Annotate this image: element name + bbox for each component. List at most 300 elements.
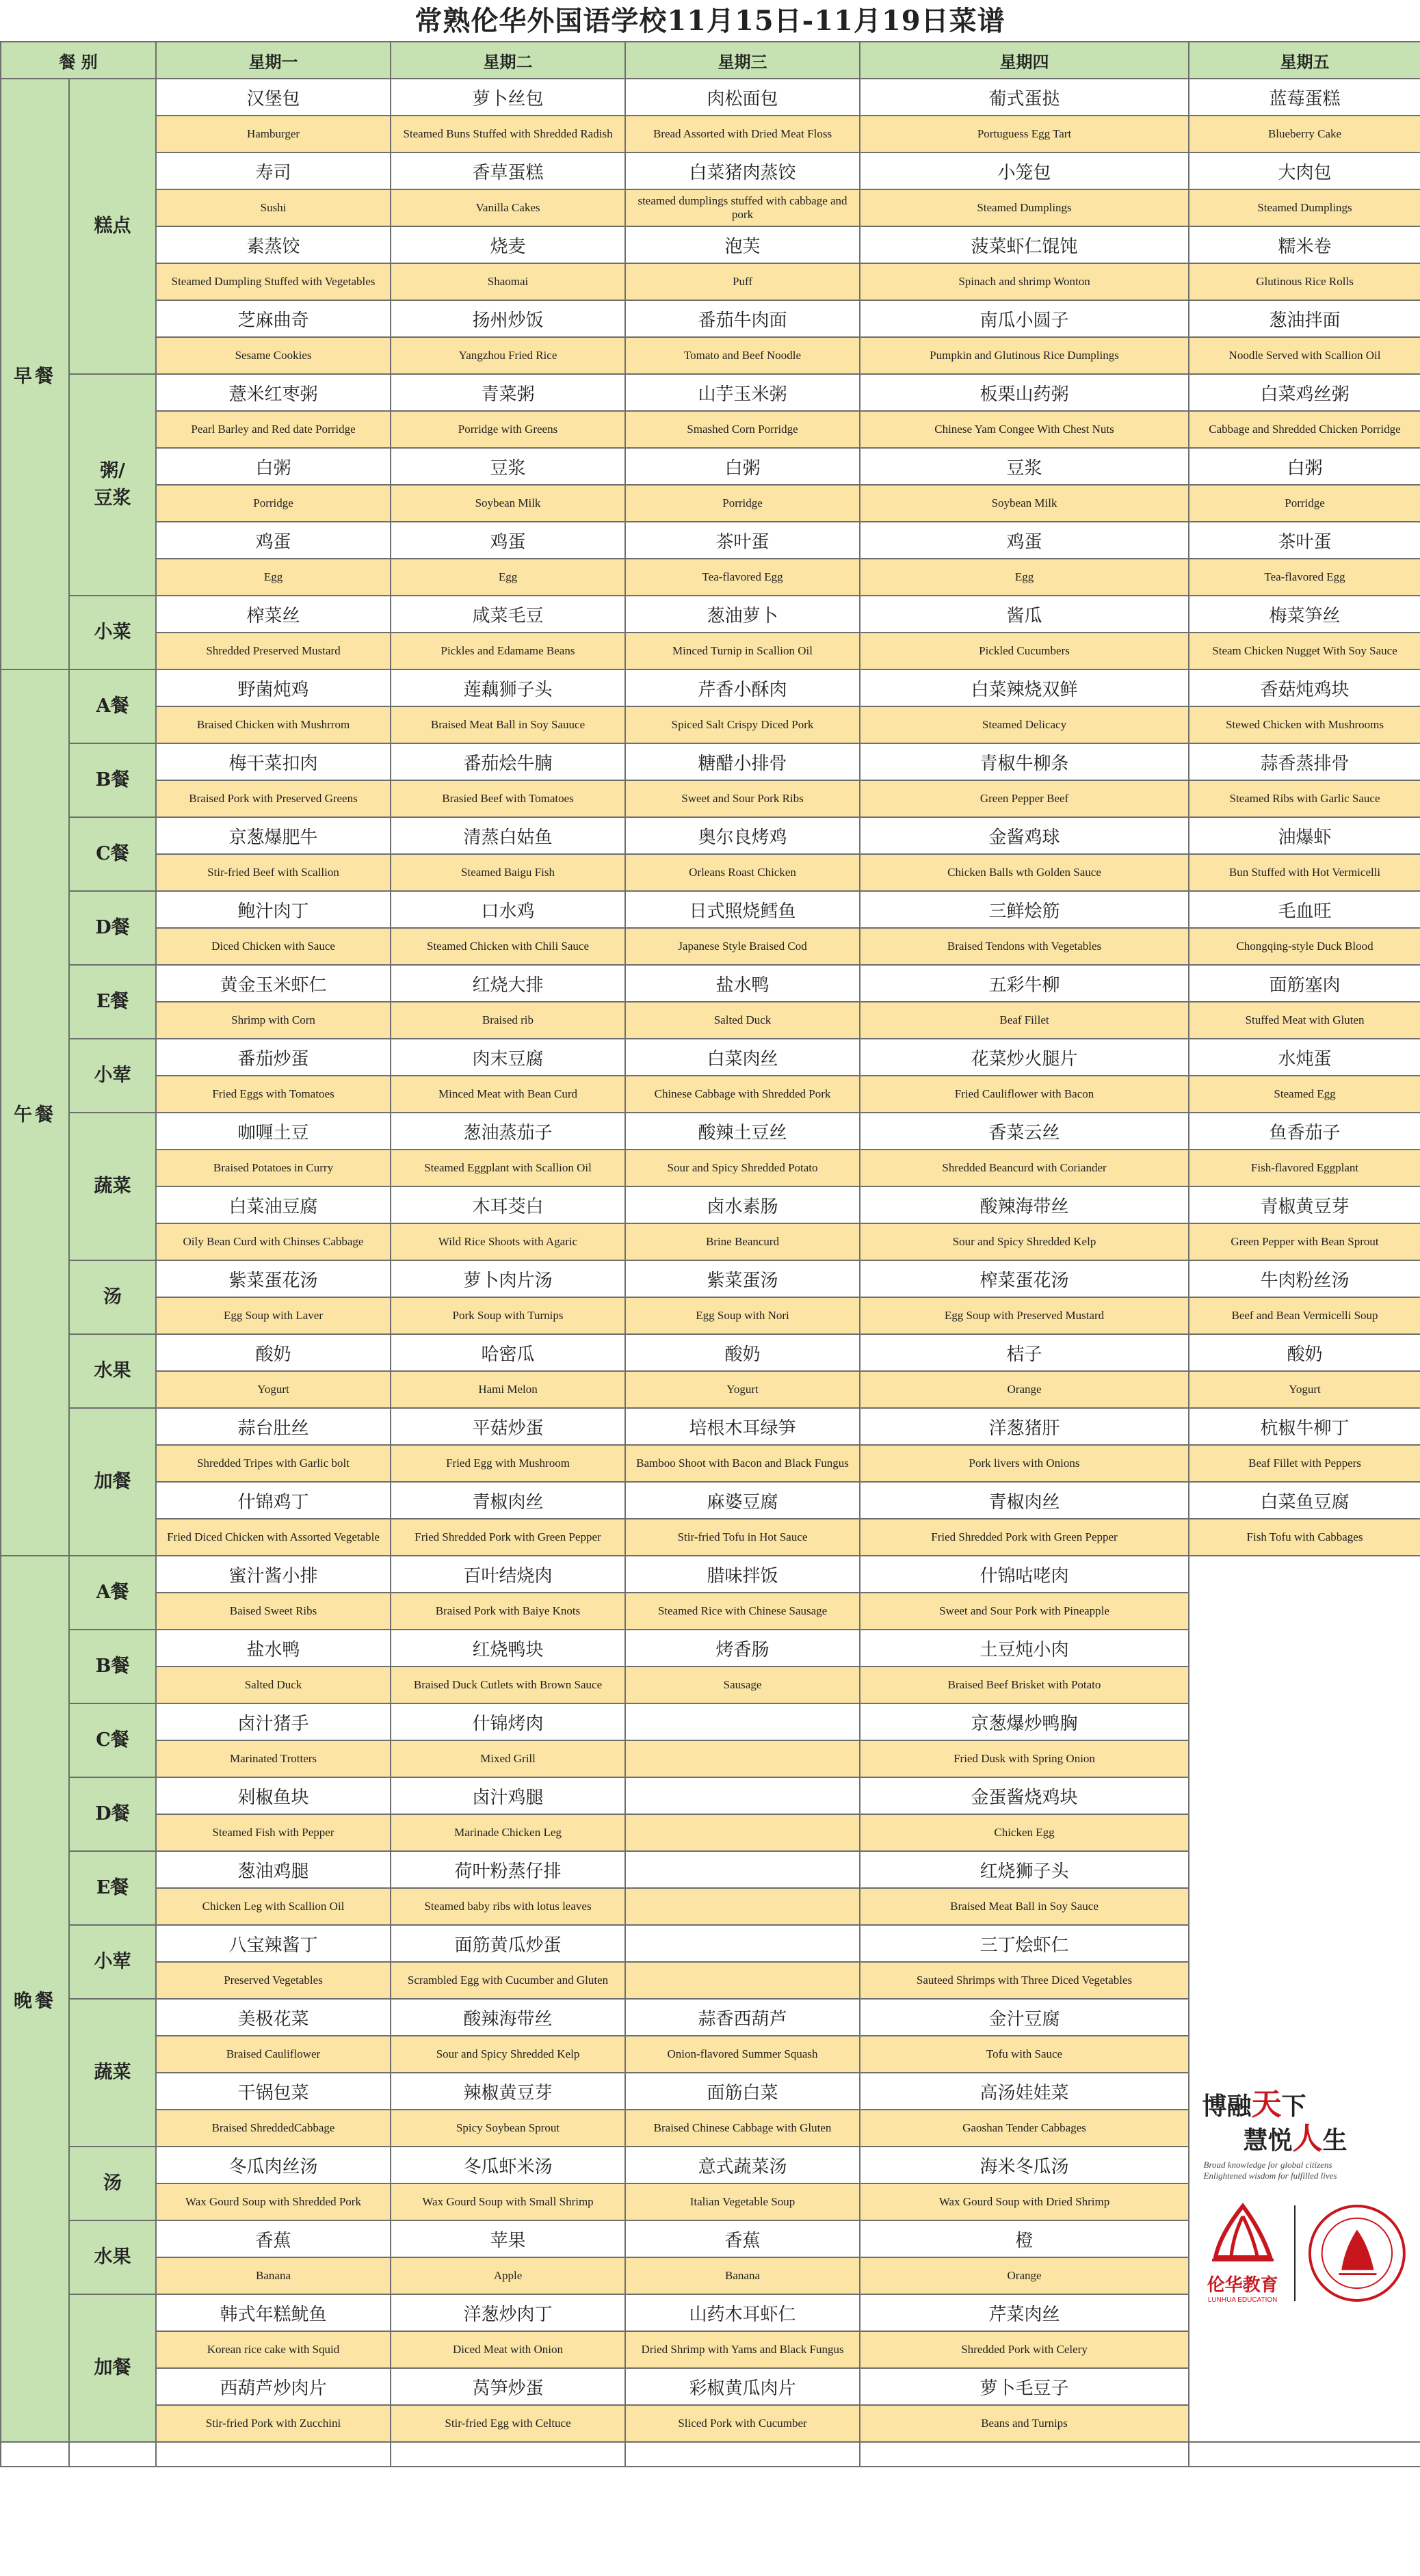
dish-english-name: Gaoshan Tender Cabbages [860, 2110, 1189, 2147]
dish-name: 酸奶 [1189, 1334, 1420, 1371]
dish-english-name: Porridge [156, 485, 391, 522]
dish-english-name: Hami Melon [391, 1371, 625, 1408]
dish-name: 西葫芦炒肉片 [156, 2368, 391, 2405]
category-label: 加餐 [69, 1408, 156, 1556]
dish-english-name: Fish Tofu with Cabbages [1189, 1519, 1420, 1556]
dish-name: 南瓜小圆子 [860, 300, 1189, 337]
dish-row-chinese [1, 1408, 1420, 1445]
day-header: 星期三 [625, 42, 860, 79]
category-label: 小菜 [69, 596, 156, 669]
dish-name: 白菜油豆腐 [156, 1186, 391, 1223]
dish-english-name: Pickled Cucumbers [860, 633, 1189, 669]
dish-english-name: Stir-fried Tofu in Hot Sauce [625, 1519, 860, 1556]
menu-table [0, 41, 1420, 2467]
dish-name: 豆浆 [391, 448, 625, 485]
dish-name: 苹果 [391, 2220, 625, 2257]
dish-name: 葡式蛋挞 [860, 79, 1189, 116]
dish-english-name: Japanese Style Braised Cod [625, 928, 860, 965]
dish-name: 杭椒牛柳丁 [1189, 1408, 1420, 1445]
dish-row-english [1, 633, 1420, 669]
dish-english-name: Bread Assorted with Dried Meat Floss [625, 116, 860, 152]
dish-name: 土豆炖小肉 [860, 1630, 1189, 1667]
dish-english-name: Onion-flavored Summer Squash [625, 2036, 860, 2073]
dish-name: 山药木耳虾仁 [625, 2294, 860, 2331]
header-row [1, 42, 1420, 79]
dish-name: 洋葱炒肉丁 [391, 2294, 625, 2331]
school-seal-icon [1306, 2202, 1408, 2305]
dish-name: 金酱鸡球 [860, 817, 1189, 854]
dish-row-chinese [1, 1039, 1420, 1076]
dish-name: 萝卜丝包 [391, 79, 625, 116]
dish-row-english [1, 485, 1420, 522]
dish-name: 牛肉粉丝汤 [1189, 1260, 1420, 1297]
dish-name: 菠菜虾仁馄饨 [860, 226, 1189, 263]
dish-name: 干锅包菜 [156, 2073, 391, 2110]
slogan-english: Broad knowledge for global citizens Enlightened wisdom for fulfilled lives [1203, 2160, 1337, 2181]
dish-english-name: Sour and Spicy Shredded Kelp [860, 1223, 1189, 1260]
slogan-line-2: 慧悦人生 [1243, 2121, 1347, 2157]
dish-name: 番茄牛肉面 [625, 300, 860, 337]
dish-row-english [1, 559, 1420, 596]
page-title: 常熟伦华外国语学校11月15日-11月19日菜谱 [415, 5, 1005, 37]
dish-name: 糖醋小排骨 [625, 743, 860, 780]
dish-english-name: Noodle Served with Scallion Oil [1189, 337, 1420, 374]
dish-row-chinese [1, 817, 1420, 854]
dish-row-chinese [1, 448, 1420, 485]
dish-name: 培根木耳绿笋 [625, 1408, 860, 1445]
dish-name: 辣椒黄豆芽 [391, 2073, 625, 2110]
dish-english-name: Yogurt [156, 1371, 391, 1408]
slogan-line-1: 博融天下 [1202, 2086, 1306, 2122]
dish-name: 素蒸饺 [156, 226, 391, 263]
dish-name: 什锦烤肉 [391, 1703, 625, 1740]
dish-row-chinese [1, 152, 1420, 189]
category-label: 糕点 [69, 79, 156, 374]
dish-name: 酸辣土豆丝 [625, 1113, 860, 1150]
dish-name: 红烧大排 [391, 965, 625, 1002]
dish-english-name: Steamed baby ribs with lotus leaves [391, 1888, 625, 1925]
day-header: 星期二 [391, 42, 625, 79]
dish-name: 面筋黄瓜炒蛋 [391, 1925, 625, 1962]
dish-name: 黄金玉米虾仁 [156, 965, 391, 1002]
dish-english-name: Spinach and shrimp Wonton [860, 263, 1189, 300]
dish-english-name: Braised Chicken with Mushrrom [156, 706, 391, 743]
dish-name: 白粥 [156, 448, 391, 485]
dish-english-name: Steamed Rice with Chinese Sausage [625, 1593, 860, 1630]
dish-english-name: Chongqing-style Duck Blood [1189, 928, 1420, 965]
dish-name: 白粥 [1189, 448, 1420, 485]
category-label: C餐 [69, 1703, 156, 1777]
dish-row-english [1, 1297, 1420, 1334]
dish-english-name: Chinese Yam Congee With Chest Nuts [860, 411, 1189, 448]
dish-english-name: Scrambled Egg with Cucumber and Gluten [391, 1962, 625, 1999]
dish-name [625, 1851, 860, 1888]
dish-name: 麻婆豆腐 [625, 1482, 860, 1519]
dish-name: 葱油蒸茄子 [391, 1113, 625, 1150]
dish-name: 榨菜蛋花汤 [860, 1260, 1189, 1297]
dish-name: 京葱爆肥牛 [156, 817, 391, 854]
dish-name: 京葱爆炒鸭胸 [860, 1703, 1189, 1740]
category-label: 小荤 [69, 1925, 156, 1999]
dish-english-name: Spicy Soybean Sprout [391, 2110, 625, 2147]
dish-name: 木耳茭白 [391, 1186, 625, 1223]
dish-name [625, 1703, 860, 1740]
dish-english-name: Wax Gourd Soup with Small Shrimp [391, 2183, 625, 2220]
dish-row-chinese [1, 522, 1420, 559]
dish-english-name: Braised Pork with Baiye Knots [391, 1593, 625, 1630]
meal-label: 午餐 [1, 669, 69, 1556]
category-label: 汤 [69, 1260, 156, 1334]
dish-english-name: Pork Soup with Turnips [391, 1297, 625, 1334]
dish-english-name: Minced Meat with Bean Curd [391, 1076, 625, 1113]
dish-name: 薏米红枣粥 [156, 374, 391, 411]
dish-row-chinese [1, 1186, 1420, 1223]
dish-row-english [1, 1445, 1420, 1482]
dish-row-chinese [1, 79, 1420, 116]
dish-name: 金蛋酱烧鸡块 [860, 1777, 1189, 1814]
dish-english-name: Steamed Dumplings [1189, 189, 1420, 226]
dish-english-name: Baised Sweet Ribs [156, 1593, 391, 1630]
dish-english-name: Braised Tendons with Vegetables [860, 928, 1189, 965]
dish-name: 白粥 [625, 448, 860, 485]
dish-english-name: Braised Chinese Cabbage with Gluten [625, 2110, 860, 2147]
dish-name: 山芋玉米粥 [625, 374, 860, 411]
dish-english-name: Banana [156, 2257, 391, 2294]
dish-english-name: Sausage [625, 1667, 860, 1703]
dish-english-name: Stir-fried Pork with Zucchini [156, 2405, 391, 2442]
dish-name: 什锦鸡丁 [156, 1482, 391, 1519]
dish-row-english [1, 1002, 1420, 1039]
dish-name: 葱油鸡腿 [156, 1851, 391, 1888]
dish-english-name: Tea-flavored Egg [625, 559, 860, 596]
dish-name [625, 1925, 860, 1962]
dish-name: 洋葱猪肝 [860, 1408, 1189, 1445]
dish-english-name: Braised Pork with Preserved Greens [156, 780, 391, 817]
dish-english-name: Sesame Cookies [156, 337, 391, 374]
logo-cell [1189, 1556, 1420, 2442]
dish-name: 高汤娃娃菜 [860, 2073, 1189, 2110]
dish-english-name: Steamed Eggplant with Scallion Oil [391, 1150, 625, 1186]
dish-name: 香蕉 [156, 2220, 391, 2257]
dish-row-english [1, 928, 1420, 965]
dish-name: 盐水鸭 [156, 1630, 391, 1667]
dish-row-english [1, 854, 1420, 891]
dish-name: 三丁烩虾仁 [860, 1925, 1189, 1962]
dish-english-name: Stuffed Meat with Gluten [1189, 1002, 1420, 1039]
dish-english-name: Steamed Chicken with Chili Sauce [391, 928, 625, 965]
dish-english-name: Wax Gourd Soup with Dried Shrimp [860, 2183, 1189, 2220]
dish-english-name: Porridge [1189, 485, 1420, 522]
dish-name: 汉堡包 [156, 79, 391, 116]
dish-english-name: Braised Potatoes in Curry [156, 1150, 391, 1186]
dish-english-name: Chicken Leg with Scallion Oil [156, 1888, 391, 1925]
dish-name: 鲍汁肉丁 [156, 891, 391, 928]
dish-name: 梅干菜扣肉 [156, 743, 391, 780]
dish-english-name: Pickles and Edamame Beans [391, 633, 625, 669]
dish-english-name: Smashed Corn Porridge [625, 411, 860, 448]
dish-name: 卤汁鸡腿 [391, 1777, 625, 1814]
dish-english-name: Sauteed Shrimps with Three Diced Vegetables [860, 1962, 1189, 1999]
dish-row-chinese [1, 669, 1420, 706]
dish-name: 咸菜毛豆 [391, 596, 625, 633]
empty-cell [391, 2442, 625, 2467]
dish-english-name: Wax Gourd Soup with Shredded Pork [156, 2183, 391, 2220]
meal-label: 早餐 [1, 79, 69, 669]
dish-english-name: Braised ShreddedCabbage [156, 2110, 391, 2147]
dish-name: 美极花菜 [156, 1999, 391, 2036]
dish-english-name: Minced Turnip in Scallion Oil [625, 633, 860, 669]
dish-english-name: Yangzhou Fried Rice [391, 337, 625, 374]
dish-english-name: Tofu with Sauce [860, 2036, 1189, 2073]
dish-english-name: Steamed Buns Stuffed with Shredded Radish [391, 116, 625, 152]
dish-name: 茶叶蛋 [625, 522, 860, 559]
dish-name: 日式照烧鳕鱼 [625, 891, 860, 928]
dish-english-name [625, 1962, 860, 1999]
dish-name: 榨菜丝 [156, 596, 391, 633]
dish-name: 五彩牛柳 [860, 965, 1189, 1002]
empty-cell [1, 2442, 69, 2467]
dish-english-name: Pork livers with Onions [860, 1445, 1189, 1482]
dish-name: 花菜炒火腿片 [860, 1039, 1189, 1076]
dish-row-chinese [1, 374, 1420, 411]
dish-name: 蜜汁酱小排 [156, 1556, 391, 1593]
dish-name: 哈密瓜 [391, 1334, 625, 1371]
dish-name: 酱瓜 [860, 596, 1189, 633]
dish-name: 腊味拌饭 [625, 1556, 860, 1593]
dish-name: 肉末豆腐 [391, 1039, 625, 1076]
dish-name: 大肉包 [1189, 152, 1420, 189]
dish-name: 青椒黄豆芽 [1189, 1186, 1420, 1223]
dish-english-name: Yogurt [1189, 1371, 1420, 1408]
dish-name: 葱油萝卜 [625, 596, 860, 633]
meal-type-header: 餐 别 [1, 42, 156, 79]
dish-name: 莲藕狮子头 [391, 669, 625, 706]
dish-english-name: Orange [860, 2257, 1189, 2294]
dish-english-name: Shredded Preserved Mustard [156, 633, 391, 669]
dish-name: 盐水鸭 [625, 965, 860, 1002]
dish-name: 酸辣海带丝 [391, 1999, 625, 2036]
dish-english-name: Steamed Dumpling Stuffed with Vegetables [156, 263, 391, 300]
dish-english-name: Portuguess Egg Tart [860, 116, 1189, 152]
dish-english-name: Egg Soup with Nori [625, 1297, 860, 1334]
dish-english-name: Diced Meat with Onion [391, 2331, 625, 2368]
dish-row-english [1, 1223, 1420, 1260]
dish-name: 酸奶 [156, 1334, 391, 1371]
category-label: E餐 [69, 965, 156, 1039]
dish-english-name: Fried Cauliflower with Bacon [860, 1076, 1189, 1113]
dish-name: 糯米卷 [1189, 226, 1420, 263]
dish-name: 八宝辣酱丁 [156, 1925, 391, 1962]
dish-name: 百叶结烧肉 [391, 1556, 625, 1593]
sail-icon [1205, 2203, 1280, 2264]
dish-english-name: Oily Bean Curd with Chinses Cabbage [156, 1223, 391, 1260]
dish-english-name: Stir-fried Egg with Celtuce [391, 2405, 625, 2442]
dish-row-english [1, 263, 1420, 300]
dish-english-name: Diced Chicken with Sauce [156, 928, 391, 965]
dish-name: 口水鸡 [391, 891, 625, 928]
dish-english-name: Stir-fried Beef with Scallion [156, 854, 391, 891]
dish-name: 板栗山药粥 [860, 374, 1189, 411]
dish-english-name: Braised Beef Brisket with Potato [860, 1667, 1189, 1703]
dish-english-name: Pumpkin and Glutinous Rice Dumplings [860, 337, 1189, 374]
lunhua-logo: 伦华教育 LUNHUA EDUCATION [1202, 2203, 1283, 2304]
category-label: 蔬菜 [69, 1999, 156, 2147]
dish-row-english [1, 337, 1420, 374]
dish-english-name: Banana [625, 2257, 860, 2294]
dish-name: 烧麦 [391, 226, 625, 263]
dish-name: 油爆虾 [1189, 817, 1420, 854]
dish-english-name: Mixed Grill [391, 1740, 625, 1777]
dish-english-name: Soybean Milk [391, 485, 625, 522]
dish-name: 小笼包 [860, 152, 1189, 189]
dish-english-name: Steamed Ribs with Garlic Sauce [1189, 780, 1420, 817]
dish-name: 泡芙 [625, 226, 860, 263]
dish-english-name: Porridge [625, 485, 860, 522]
category-label: E餐 [69, 1851, 156, 1925]
dish-name: 橙 [860, 2220, 1189, 2257]
dish-english-name: Salted Duck [625, 1002, 860, 1039]
dish-name: 红烧鸭块 [391, 1630, 625, 1667]
dish-row-chinese [1, 596, 1420, 633]
dish-row-chinese [1, 1556, 1420, 1593]
dish-name: 萝卜毛豆子 [860, 2368, 1189, 2405]
dish-name: 咖喱土豆 [156, 1113, 391, 1150]
dish-english-name: Sweet and Sour Pork Ribs [625, 780, 860, 817]
dish-name: 蒜香蒸排骨 [1189, 743, 1420, 780]
dish-row-chinese [1, 1482, 1420, 1519]
dish-name: 青椒牛柳条 [860, 743, 1189, 780]
dish-name: 面筋白菜 [625, 2073, 860, 2110]
dish-english-name: Sliced Pork with Cucumber [625, 2405, 860, 2442]
dish-english-name: Braised Meat Ball in Soy Sauce [860, 1888, 1189, 1925]
dish-name: 寿司 [156, 152, 391, 189]
dish-english-name: Marinade Chicken Leg [391, 1814, 625, 1851]
dish-english-name: Beans and Turnips [860, 2405, 1189, 2442]
dish-english-name: Steamed Egg [1189, 1076, 1420, 1113]
dish-english-name: Puff [625, 263, 860, 300]
dish-name: 野菌炖鸡 [156, 669, 391, 706]
dish-row-english [1, 1519, 1420, 1556]
dish-english-name: Preserved Vegetables [156, 1962, 391, 1999]
dish-row-chinese [1, 743, 1420, 780]
dish-name: 紫菜蛋汤 [625, 1260, 860, 1297]
category-label: D餐 [69, 1777, 156, 1851]
dish-english-name: Sushi [156, 189, 391, 226]
dish-english-name: Sour and Spicy Shredded Kelp [391, 2036, 625, 2073]
dish-english-name: Braised rib [391, 1002, 625, 1039]
dish-english-name: Cabbage and Shredded Chicken Porridge [1189, 411, 1420, 448]
dish-name: 韩式年糕鱿鱼 [156, 2294, 391, 2331]
dish-name: 冬瓜虾米汤 [391, 2147, 625, 2183]
dish-name: 茶叶蛋 [1189, 522, 1420, 559]
dish-english-name: Fried Shredded Pork with Green Pepper [860, 1519, 1189, 1556]
dish-english-name: Egg Soup with Preserved Mustard [860, 1297, 1189, 1334]
dish-english-name: Yogurt [625, 1371, 860, 1408]
dish-name: 荷叶粉蒸仔排 [391, 1851, 625, 1888]
dish-english-name: Chicken Egg [860, 1814, 1189, 1851]
dish-english-name: Egg [860, 559, 1189, 596]
dish-english-name: Soybean Milk [860, 485, 1189, 522]
dish-name: 香菜云丝 [860, 1113, 1189, 1150]
dish-row-chinese [1, 1334, 1420, 1371]
dish-name: 梅菜笋丝 [1189, 596, 1420, 633]
dish-name: 海米冬瓜汤 [860, 2147, 1189, 2183]
dish-english-name: Spiced Salt Crispy Diced Pork [625, 706, 860, 743]
dish-english-name: Egg [156, 559, 391, 596]
dish-name: 番茄炒蛋 [156, 1039, 391, 1076]
meal-label: 晚餐 [1, 1556, 69, 2442]
dish-name: 毛血旺 [1189, 891, 1420, 928]
dish-english-name: Chicken Balls wth Golden Sauce [860, 854, 1189, 891]
category-label: 蔬菜 [69, 1113, 156, 1260]
empty-cell [69, 2442, 156, 2467]
dish-name: 鸡蛋 [860, 522, 1189, 559]
dish-row-english [1, 189, 1420, 226]
dish-english-name: Steamed Dumplings [860, 189, 1189, 226]
dish-name: 金汁豆腐 [860, 1999, 1189, 2036]
dish-english-name: Brine Beancurd [625, 1223, 860, 1260]
dish-name: 白菜鱼豆腐 [1189, 1482, 1420, 1519]
dish-english-name: Fried Dusk with Spring Onion [860, 1740, 1189, 1777]
dish-english-name: Brasied Beef with Tomatoes [391, 780, 625, 817]
dish-english-name: Shredded Tripes with Garlic bolt [156, 1445, 391, 1482]
logo-divider [1294, 2205, 1296, 2301]
dish-name: 蓝莓蛋糕 [1189, 79, 1420, 116]
dish-english-name: Beaf Fillet with Peppers [1189, 1445, 1420, 1482]
category-label: A餐 [69, 669, 156, 743]
dish-name: 鱼香茄子 [1189, 1113, 1420, 1150]
dish-row-english [1, 116, 1420, 152]
dish-name: 白菜猪肉蒸饺 [625, 152, 860, 189]
dish-english-name: Fish-flavored Eggplant [1189, 1150, 1420, 1186]
dish-name: 莴笋炒蛋 [391, 2368, 625, 2405]
dish-name: 豆浆 [860, 448, 1189, 485]
dish-name: 什锦咕咾肉 [860, 1556, 1189, 1593]
dish-name: 蒜台肚丝 [156, 1408, 391, 1445]
dish-name: 番茄烩牛腩 [391, 743, 625, 780]
dish-english-name: Sour and Spicy Shredded Potato [625, 1150, 860, 1186]
dish-english-name: steamed dumplings stuffed with cabbage and pork [625, 189, 860, 226]
dish-english-name: Italian Vegetable Soup [625, 2183, 860, 2220]
dish-english-name: Shaomai [391, 263, 625, 300]
category-label: 水果 [69, 1334, 156, 1408]
empty-cell [625, 2442, 860, 2467]
dish-english-name: Stewed Chicken with Mushrooms [1189, 706, 1420, 743]
dish-row-chinese [1, 300, 1420, 337]
dish-row-english [1, 1076, 1420, 1113]
dish-name: 芝麻曲奇 [156, 300, 391, 337]
category-label: 小荤 [69, 1039, 156, 1113]
dish-english-name: Shredded Beancurd with Coriander [860, 1150, 1189, 1186]
dish-name: 烤香肠 [625, 1630, 860, 1667]
dish-english-name: Dried Shrimp with Yams and Black Fungus [625, 2331, 860, 2368]
dish-english-name: Porridge with Greens [391, 411, 625, 448]
dish-name: 青菜粥 [391, 374, 625, 411]
dish-row-chinese [1, 226, 1420, 263]
dish-english-name: Shredded Pork with Celery [860, 2331, 1189, 2368]
dish-english-name: Beef and Bean Vermicelli Soup [1189, 1297, 1420, 1334]
dish-name: 三鲜烩筋 [860, 891, 1189, 928]
dish-english-name: Fried Egg with Mushroom [391, 1445, 625, 1482]
category-label: B餐 [69, 1630, 156, 1703]
dish-name: 葱油拌面 [1189, 300, 1420, 337]
dish-row-english [1, 1150, 1420, 1186]
dish-english-name: Green Pepper Beef [860, 780, 1189, 817]
dish-row-chinese [1, 891, 1420, 928]
day-header: 星期一 [156, 42, 391, 79]
dish-name: 香菇炖鸡块 [1189, 669, 1420, 706]
dish-name: 剁椒鱼块 [156, 1777, 391, 1814]
